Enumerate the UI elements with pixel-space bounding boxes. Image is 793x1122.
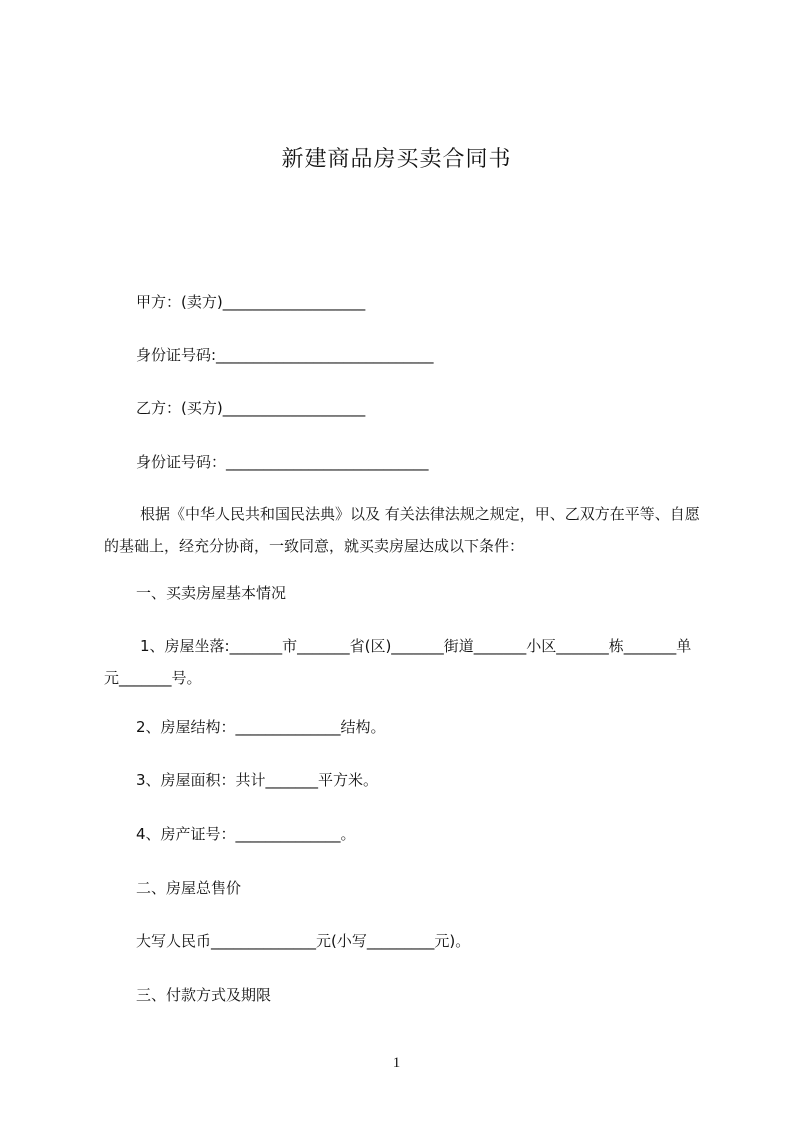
preamble-paragraph <box>104 498 704 562</box>
party-a-line: 甲方：(卖方)___________________ <box>136 293 366 311</box>
item-3-line: 3、房屋面积：共计_______平方米。 <box>136 771 379 789</box>
section-1-heading: 一、买卖房屋基本情况 <box>136 584 287 602</box>
party-a-id-line: 身份证号码:_____________________________ <box>136 346 434 364</box>
item-2-line: 2、房屋结构：______________结构。 <box>136 718 386 736</box>
party-b-line: 乙方：(买方)___________________ <box>136 399 366 417</box>
page-number: 1 <box>392 1055 401 1071</box>
document-title: 新建商品房买卖合同书 <box>281 147 512 172</box>
price-line: 大写人民币______________元(小写_________元)。 <box>136 932 471 950</box>
item-1-paragraph <box>104 630 704 694</box>
item-1-text: 1、房屋坐落:_______市_______省(区)_______街道_______小区_______栋_______单元_______号。 <box>104 637 692 687</box>
section-3-heading: 三、付款方式及期限 <box>136 986 272 1004</box>
section-2-heading: 二、房屋总售价 <box>136 879 242 897</box>
party-b-id-line: 身份证号码：___________________________ <box>136 453 429 471</box>
item-4-line: 4、房产证号：______________。 <box>136 825 356 843</box>
preamble-text: 根据《中华人民共和国民法典》以及 有关法律法规之规定，甲、乙双方在平等、自愿的基础上，经充分协商，一致同意，就买卖房屋达成以下条件： <box>104 505 700 555</box>
